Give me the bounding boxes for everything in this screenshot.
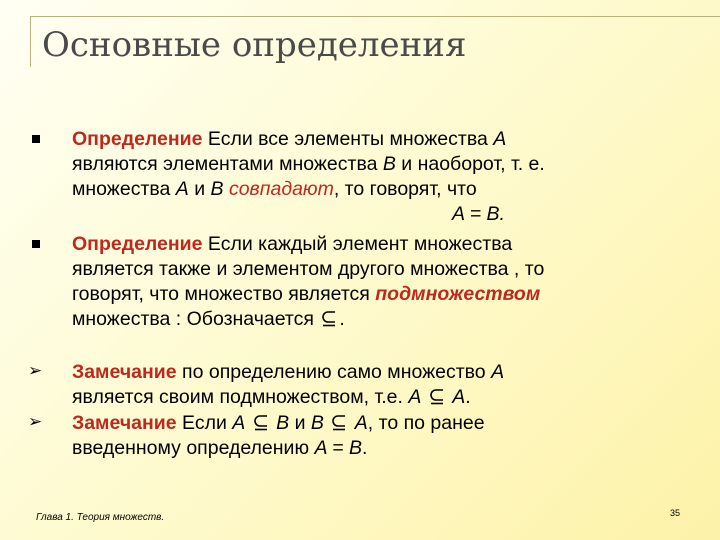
set-symbol: B [310,412,324,434]
text-span: Если все элементы множества [202,128,494,150]
set-symbol: A [232,412,246,434]
text-span: Если каждый элемент множества [202,233,513,255]
arrow-bullet-icon: ➢ [28,412,43,431]
definition-label: Определение [72,233,203,255]
remark-label: Замечание [72,361,177,383]
coincide-term: совпадают [223,178,334,200]
set-symbol: B [210,178,224,200]
subset-eq-icon [319,308,339,328]
text-span: являются элементами множества [72,153,383,175]
page-number: 35 [670,508,681,518]
square-bullet-icon [32,135,40,143]
text-span: Если [176,412,233,434]
arrow-bullet-icon: ➢ [28,361,43,380]
text-span: множества [72,178,176,200]
remark-label: Замечание [72,412,177,434]
subset-eq-icon [329,412,349,432]
subset-term: подмножеством [375,283,541,305]
text-span: введенному определению [72,437,315,459]
text-span: и [289,412,311,434]
subset-eq-icon [251,412,271,432]
set-symbol: B [276,412,290,434]
set-symbol: A [491,361,505,383]
text-span: , то по ранее [367,412,485,434]
text-span: . [465,386,471,408]
set-symbol: A [493,128,507,150]
equation: A = B [314,437,362,459]
set-symbol: A [175,178,189,200]
set-symbol: A [354,412,368,434]
definition-label: Определение [72,128,203,150]
footer-chapter: Глава 1. Теория множеств. [36,512,165,523]
subset-eq-icon [427,386,447,406]
text-span: . [362,437,368,459]
set-symbol: A [408,386,422,408]
text-span: и наоборот, т. е. [395,153,545,175]
text-span: . [339,308,345,330]
slide-title: Основные определения [42,25,467,65]
equation: A = B. [452,203,505,225]
text-span: говорят, что множество является [72,283,376,305]
text-span: множества : Обозначается [72,308,320,330]
text-span: , то говорят, что [333,178,477,200]
text-span: и [188,178,211,200]
text-span: по определению само множество [176,361,492,383]
square-bullet-icon [32,240,40,248]
set-symbol: A [452,386,466,408]
text-span: является также и элементом другого множества , то [72,258,545,280]
text-span: является своим подмножеством, т.е. [72,386,409,408]
set-symbol: B [382,153,396,175]
